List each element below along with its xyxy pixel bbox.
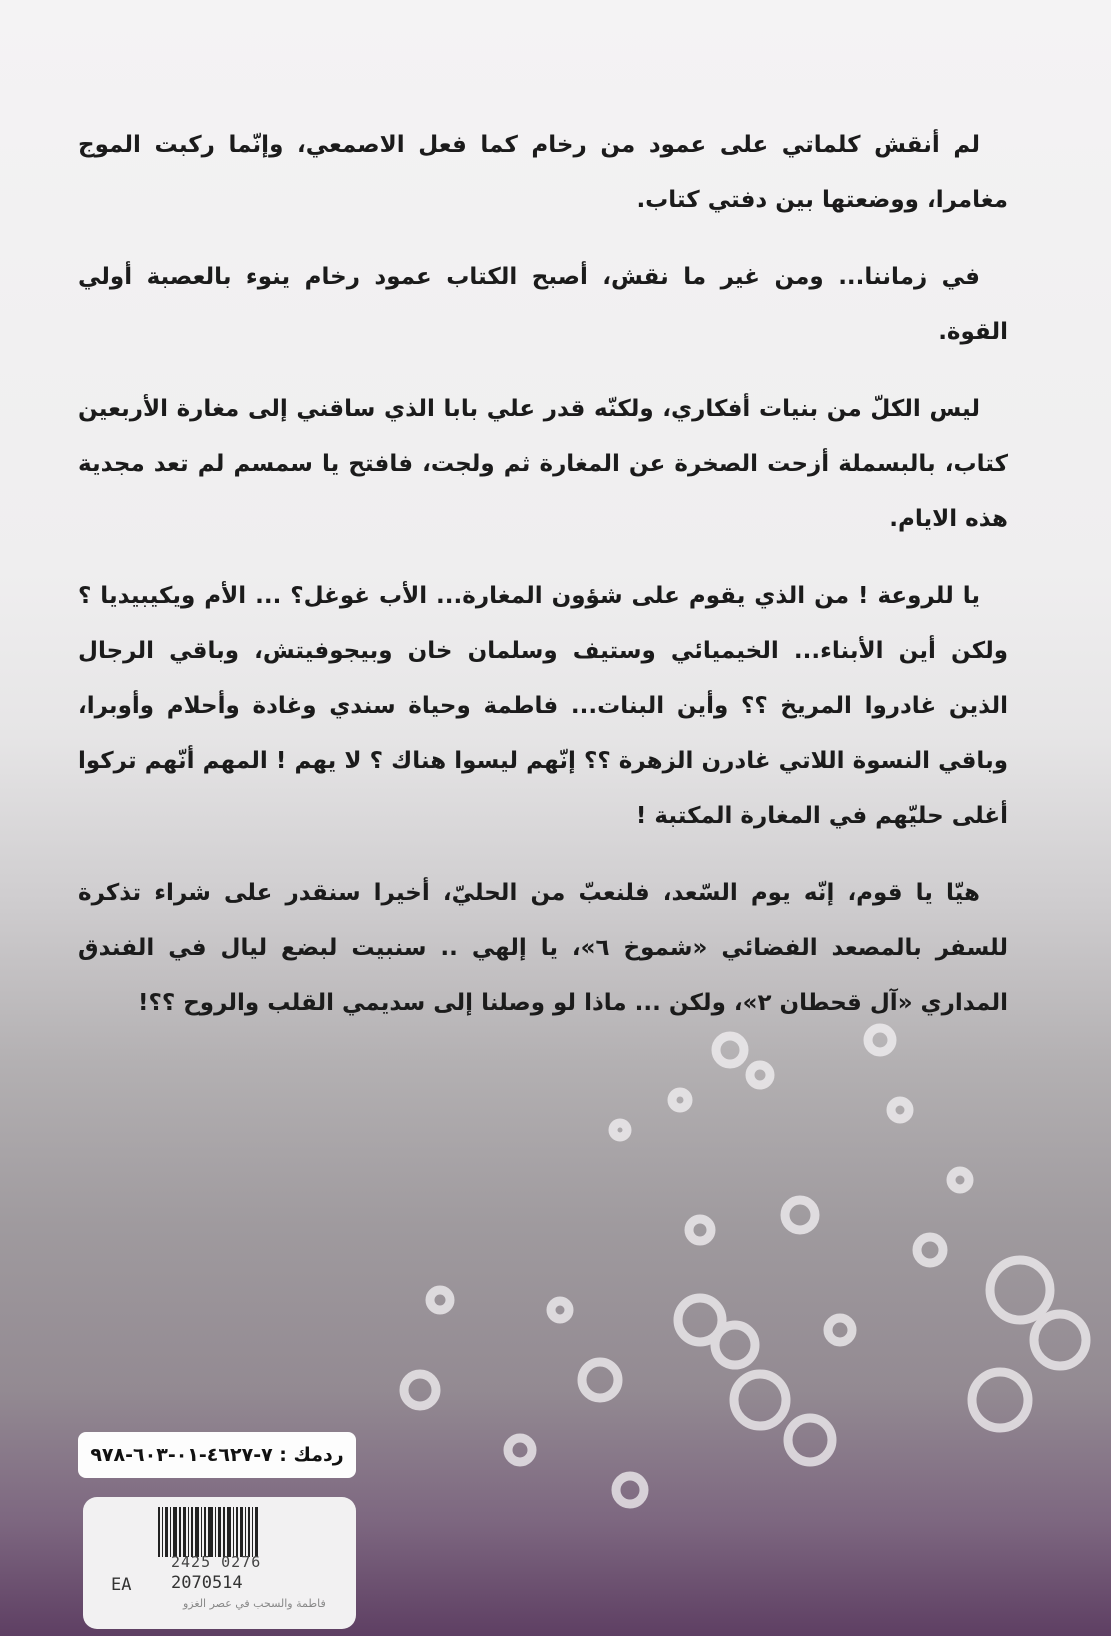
barcode-number: 2425 0276 xyxy=(171,1553,262,1571)
paragraph: في زماننا... ومن غير ما نقش، أصبح الكتاب عمود رخام ينوء بالعصبة أولي القوة. xyxy=(78,264,1008,345)
barcode-prefix: EA xyxy=(111,1575,132,1595)
isbn-label: ردمك : ٧-٤٦٢٧-٠١-٦٠٣-٩٧٨ xyxy=(78,1432,356,1478)
barcode-bars xyxy=(158,1507,288,1557)
paragraph: هيّا يا قوم، إنّه يوم السّعد، فلنعبّ من الحليّ، أخيرا سنقدر على شراء تذكرة للسفر بالمصعد الفضائي «شموخ ٦»، يا إلهي .. سنبيت لبضع ليال في الفندق المداري «آل قحطان ٢»، ولكن ... ماذا لو وصلنا إلى سديمي القلب والروح ؟؟! xyxy=(78,880,1009,1016)
barcode-title: فاطمة والسحب في عصر الغزو xyxy=(183,1597,326,1610)
paragraph: يا للروعة ! من الذي يقوم على شؤون المغارة... الأب غوغل؟ ... الأم ويكيبيديا ؟ ولكن أين الأبناء... الخيميائي وستيف وسلمان خان وبيجوفيتش، وباقي الرجال الذين غادروا المريخ ؟؟ وأين البنات... فاطمة وحياة سندي وغادة وأحلام وأوبرا، وباقي النسوة اللاتي غادرن الزهرة ؟؟ إنّهم ليسوا هناك ؟ لا يهم ! المهم أنّهم تركوا أغلى حليّهم في المغارة المكتبة ! xyxy=(78,583,1008,829)
back-cover-text xyxy=(78,118,1008,1053)
barcode-sticker xyxy=(83,1497,356,1629)
paragraph: لم أنقش كلماتي على عمود من رخام كما فعل الاصمعي، وإنّما ركبت الموج مغامرا، ووضعتها بين دفتي كتاب. xyxy=(78,132,1008,213)
paragraph: ليس الكلّ من بنيات أفكاري، ولكنّه قدر علي بابا الذي ساقني إلى مغارة الأربعين كتاب، بالبسملة أزحت الصخرة عن المغارة ثم ولجت، فافتح يا سمسم لم تعد مجدية هذه الايام. xyxy=(78,396,1008,532)
barcode-code: 2070514 xyxy=(171,1573,243,1593)
